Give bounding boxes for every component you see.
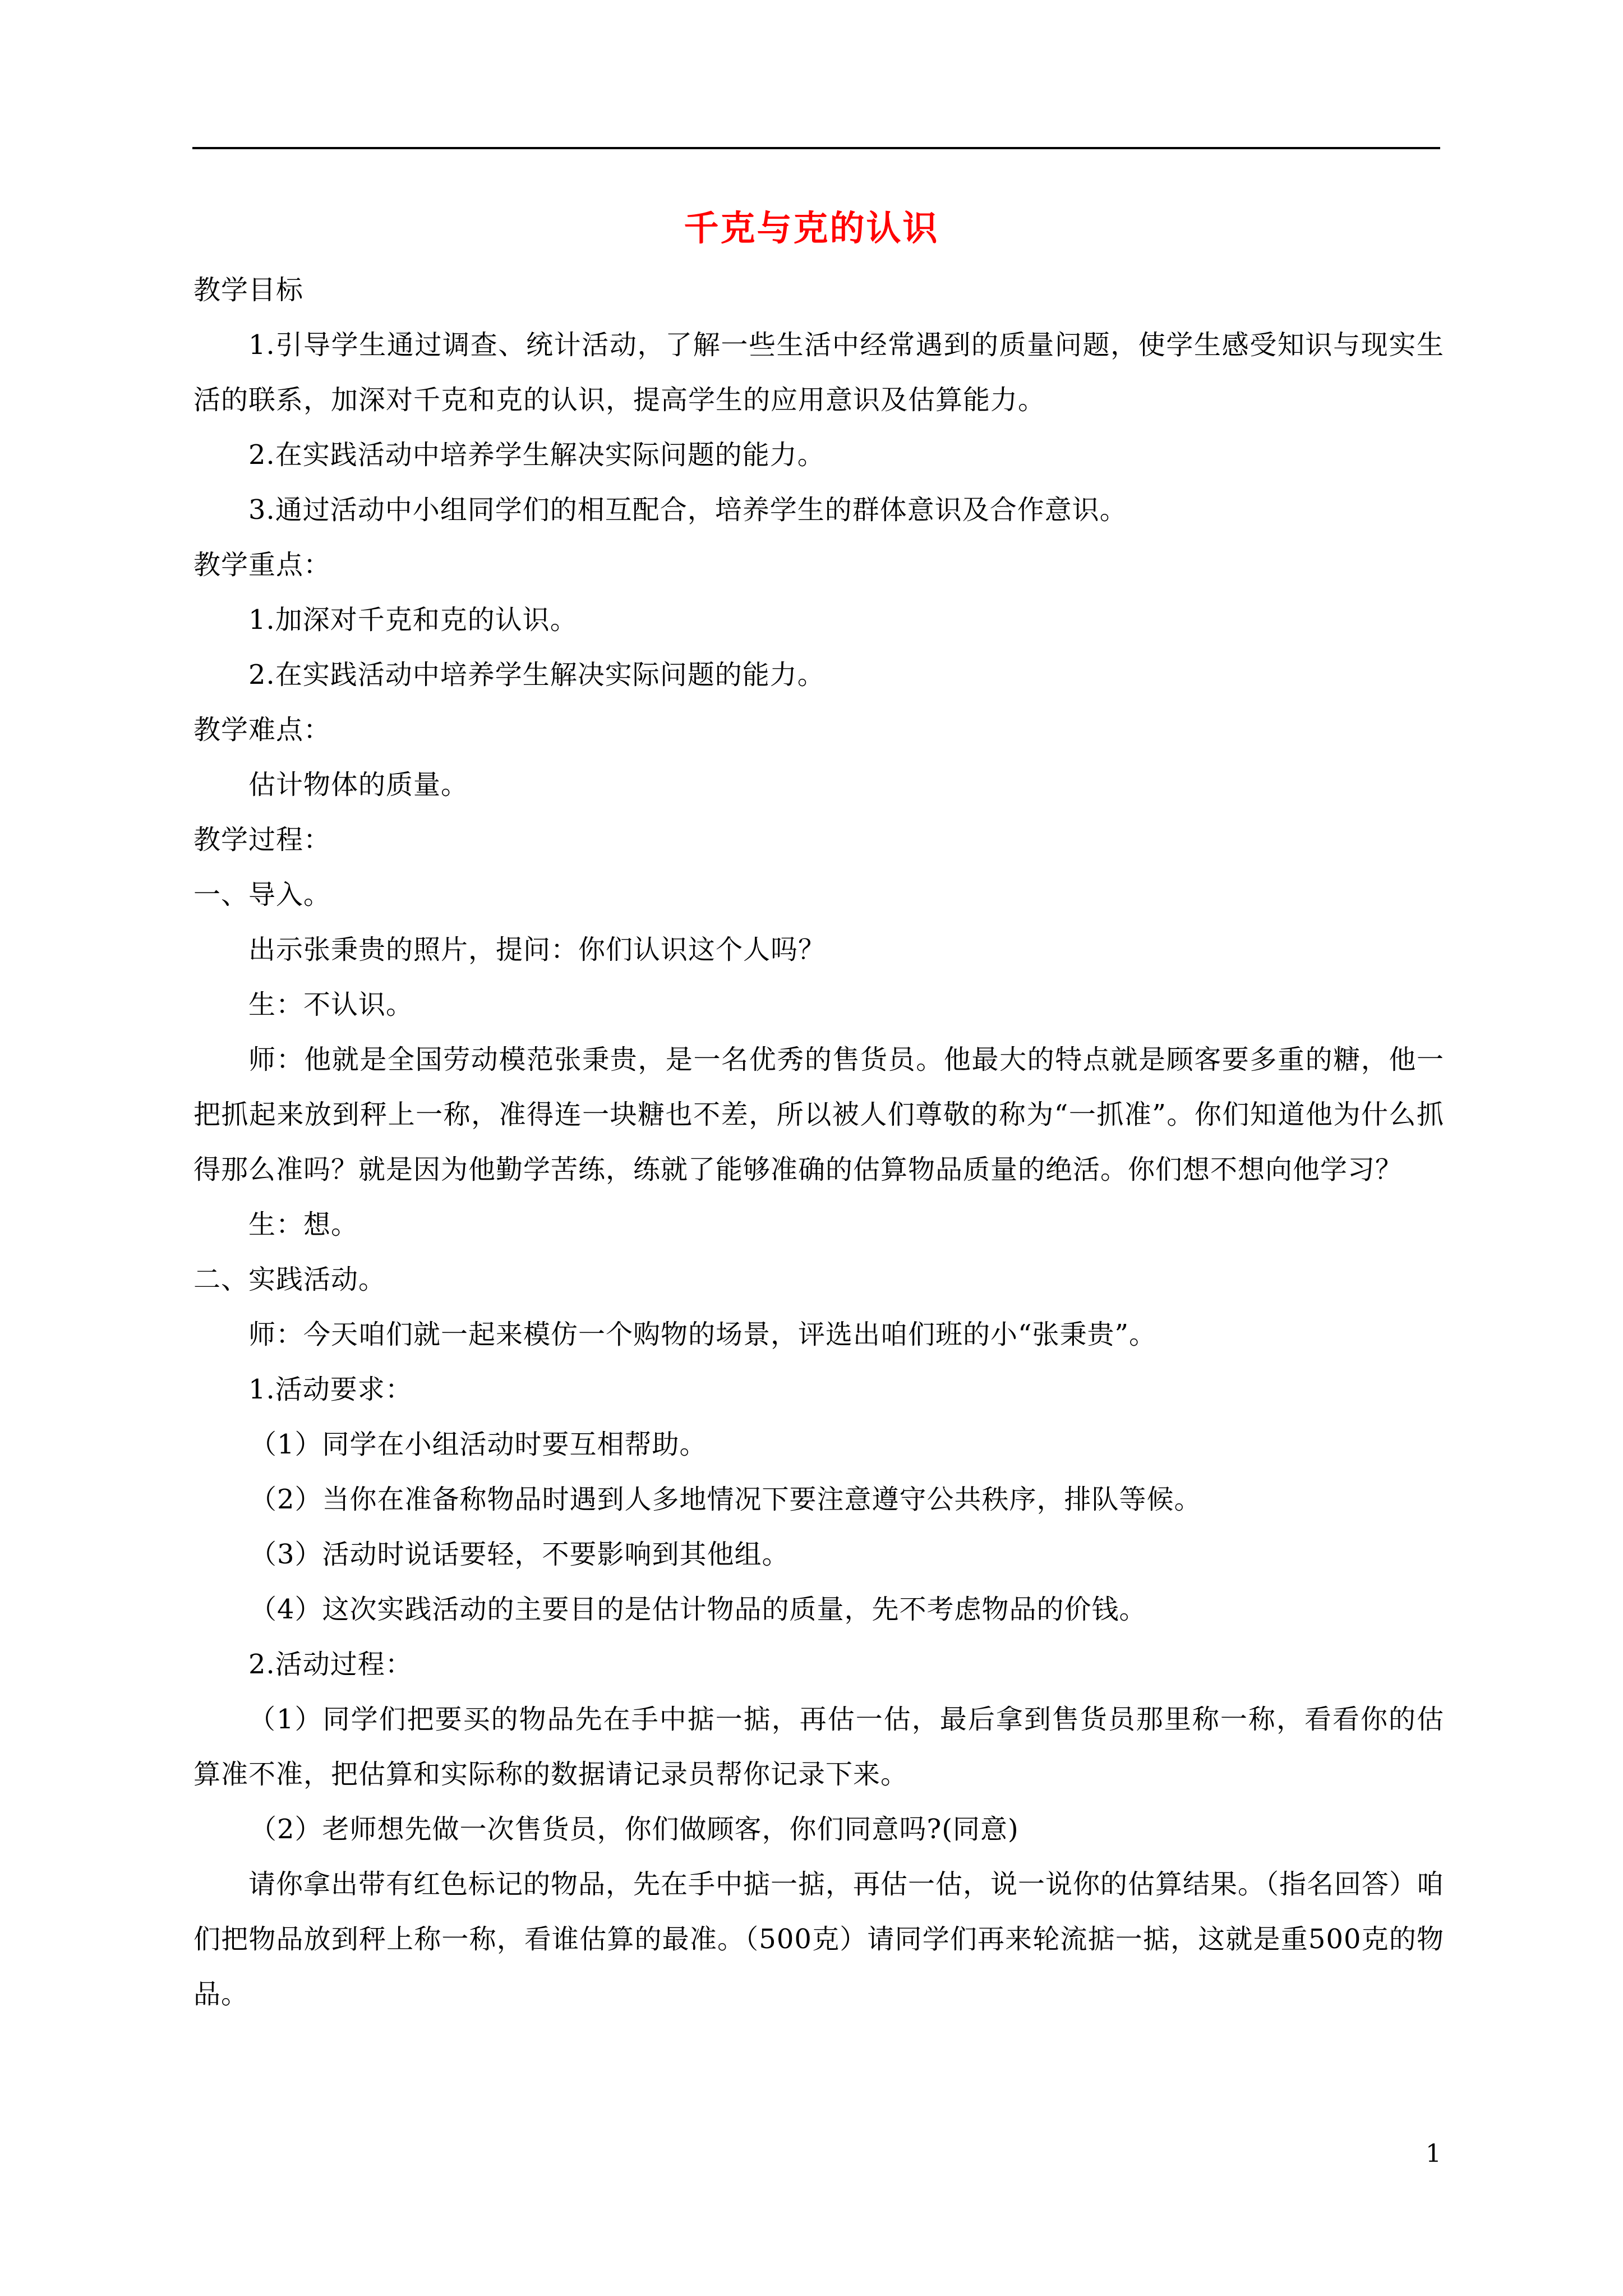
key-points-heading: 教学重点： bbox=[193, 549, 331, 581]
section-1-line-1: 出示张秉贵的照片，提问：你们认识这个人吗？ bbox=[248, 934, 826, 965]
document-title: 千克与克的认识 bbox=[684, 208, 939, 249]
requirements-heading: 1.活动要求： bbox=[248, 1374, 413, 1405]
activity-process-heading: 2.活动过程： bbox=[248, 1649, 413, 1680]
page-number: 1 bbox=[1426, 2139, 1441, 2168]
section-2-intro: 师：今天咱们就一起来模仿一个购物的场景，评选出咱们班的小“张秉贵”。 bbox=[248, 1319, 1157, 1350]
section-1-heading: 一、导入。 bbox=[193, 879, 331, 910]
objective-item-3: 3.通过活动中小组同学们的相互配合，培养学生的群体意识及合作意识。 bbox=[248, 494, 1127, 526]
difficulty-text: 估计物体的质量。 bbox=[248, 769, 469, 800]
key-point-item-1: 1.加深对千克和克的认识。 bbox=[248, 604, 578, 636]
activity-process-item-3: 请你拿出带有红色标记的物品，先在手中掂一掂，再估一估，说一说你的估算结果。（指名回答）咱们把物品放到秤上称一称，看谁估算的最准。（500克）请同学们再来轮流掂一掂，这就是重500克的物品。 bbox=[193, 1869, 1445, 2010]
difficulty-heading: 教学难点： bbox=[193, 714, 331, 746]
objective-item-1: 1.引导学生通过调查、统计活动，了解一些生活中经常遇到的质量问题，使学生感受知识与现实生活的联系，加深对千克和克的认识，提高学生的应用意识及估算能力。 bbox=[193, 329, 1444, 416]
section-1-line-4: 生：想。 bbox=[248, 1209, 359, 1240]
section-2-heading: 二、实践活动。 bbox=[193, 1264, 386, 1295]
section-1-line-3: 师：他就是全国劳动模范张秉贵，是一名优秀的售货员。他最大的特点就是顾客要多重的糖，他一把抓起来放到秤上一称，准得连一块糖也不差，所以被人们尊敬的称为“一抓准”。你们知道他为什么抓得那么准吗？就是因为他勤学苦练，练就了能够准确的估算物品质量的绝活。你们想不想向他学习？ bbox=[193, 1044, 1444, 1185]
header-rule bbox=[192, 147, 1440, 149]
activity-process-item-2: （2）老师想先做一次售货员，你们做顾客，你们同意吗?(同意) bbox=[250, 1814, 1019, 1845]
requirement-item-2: （2）当你在准备称物品时遇到人多地情况下要注意遵守公共秩序，排队等候。 bbox=[250, 1484, 1202, 1515]
key-point-item-2: 2.在实践活动中培养学生解决实际问题的能力。 bbox=[248, 659, 825, 691]
requirement-item-3: （3）活动时说话要轻，不要影响到其他组。 bbox=[250, 1539, 790, 1570]
objective-item-2: 2.在实践活动中培养学生解决实际问题的能力。 bbox=[248, 439, 825, 471]
requirement-item-1: （1）同学在小组活动时要互相帮助。 bbox=[250, 1429, 707, 1460]
document-body bbox=[193, 263, 1444, 2022]
section-1-line-2: 生：不认识。 bbox=[248, 989, 414, 1020]
activity-process-item-1: （1）同学们把要买的物品先在手中掂一掂，再估一估，最后拿到售货员那里称一称，看看你的估算准不准，把估算和实际称的数据请记录员帮你记录下来。 bbox=[193, 1704, 1444, 1790]
process-heading: 教学过程： bbox=[193, 824, 331, 855]
requirement-item-4: （4）这次实践活动的主要目的是估计物品的质量，先不考虑物品的价钱。 bbox=[250, 1594, 1147, 1625]
objectives-heading: 教学目标 bbox=[193, 274, 304, 306]
